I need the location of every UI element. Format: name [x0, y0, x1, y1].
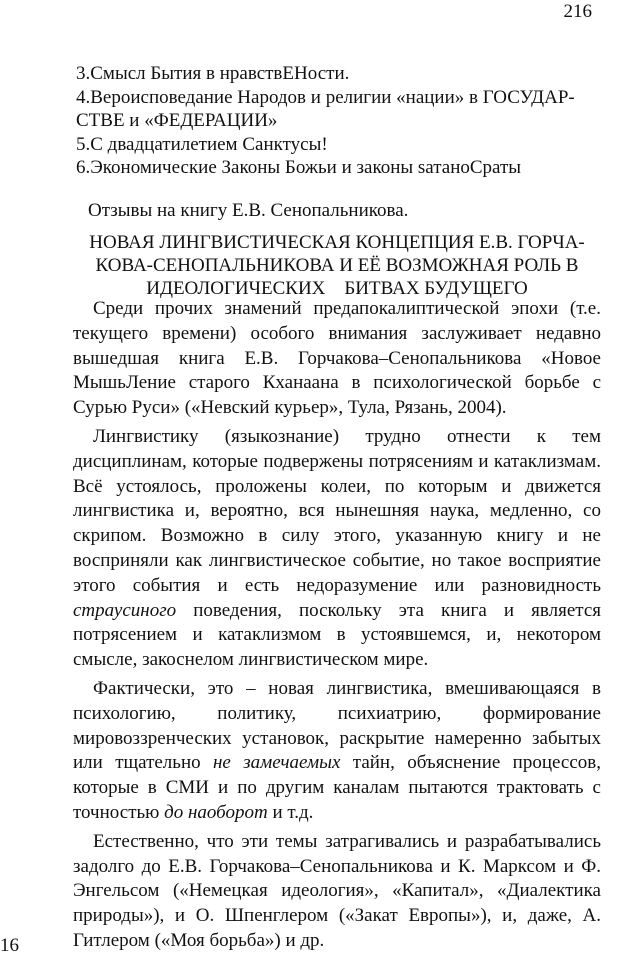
- list-item: 6.Экономические Законы Божьи и законы sатаноСраты: [76, 157, 522, 178]
- paragraph: [73, 677, 601, 826]
- list-item: 5.С двадцатилетием Санктусы!: [76, 133, 328, 155]
- paragraph: [73, 425, 601, 673]
- paragraph-text: Лингвистику (языкознание) трудно отнести к тем дисциплинам, которые подвержены потрясениям и катаклизмам. Всё устоялось, проложены колеи, по которым и движется лингвистика и, вероятно, вся нынешняя наука, медленно, со скрипом. Возможно в силу этого, указанную книгу и не восприняли как лингвистическое событие, но такое восприятие этого события и есть недоразумение или разновидность: [73, 425, 601, 596]
- page-number-top: 216: [563, 1, 592, 22]
- paragraph-text: тайн, объяснение процессов, которые в СМИ и по другим каналам пытаются трактовать с точностью: [73, 752, 601, 823]
- paragraph-text: и т.д.: [267, 801, 314, 823]
- paragraph: Естественно, что эти темы затрагивались и разрабатывались задолго до Е.В. Горчакова–Сенопальникова и К. Марксом и Ф. Энгельсом («Немецкая идеология», «Капитал», «Диалектика природы»), и О. Шпенглером («Закат Европы»), и, даже, А. Гитлером («Моя борьба») и др.: [73, 830, 601, 951]
- paragraph: Среди прочих знамений предапокалиптической эпохи (т.е. текущего времени) особого внимания заслуживает недавно вышедшая книга Е.В. Горчакова–Сенопальникова «Новое МышьЛение старого Кханаана в психологической борьбе с Сурью Руси» («Невский курьер», Тула, Рязань, 2004).: [73, 298, 601, 419]
- paragraph-text: Фактически, это – новая лингвистика, вмешивающаяся в психологию, политику, психиатрию, формирование мировоззренческих установок, раскрытие намеренно забытых или тщательно: [73, 677, 601, 774]
- emphasis: не замечаемых: [213, 752, 341, 774]
- reviews-caption: Отзывы на книгу Е.В. Сенопальникова.: [88, 200, 409, 221]
- heading-line: НОВАЯ ЛИНГВИСТИЧЕСКАЯ КОНЦЕПЦИЯ Е.В. ГОРЧА-: [89, 232, 585, 253]
- list-item: [76, 86, 596, 133]
- emphasis: до наоборот: [164, 801, 268, 823]
- heading-line: ИДЕОЛОГИЧЕСКИХ БИТВАХ БУДУЩЕГО: [146, 278, 528, 299]
- emphasis: страусиного: [73, 599, 177, 621]
- contents-list: [76, 62, 596, 180]
- article-body: [73, 297, 601, 958]
- paragraph-text: поведения, поскольку эта книга и является потрясением и катаклизмом в устоявшемся, и, некотором смысле, закоснелом лингвистическом мире.: [73, 599, 601, 671]
- list-item: 3.Смысл Бытия в нравствЕНости.: [76, 63, 350, 84]
- article-heading: [74, 231, 600, 300]
- page-number-bottom: 16: [0, 935, 19, 956]
- list-item-text: 4.Вероисповедание Народов и религии «нации» в ГОСУДАР-СТВЕ и «ФЕДЕРАЦИИ»: [76, 86, 575, 131]
- heading-line: КОВА-СЕНОПАЛЬНИКОВА И ЕЁ ВОЗМОЖНАЯ РОЛЬ В: [95, 255, 579, 276]
